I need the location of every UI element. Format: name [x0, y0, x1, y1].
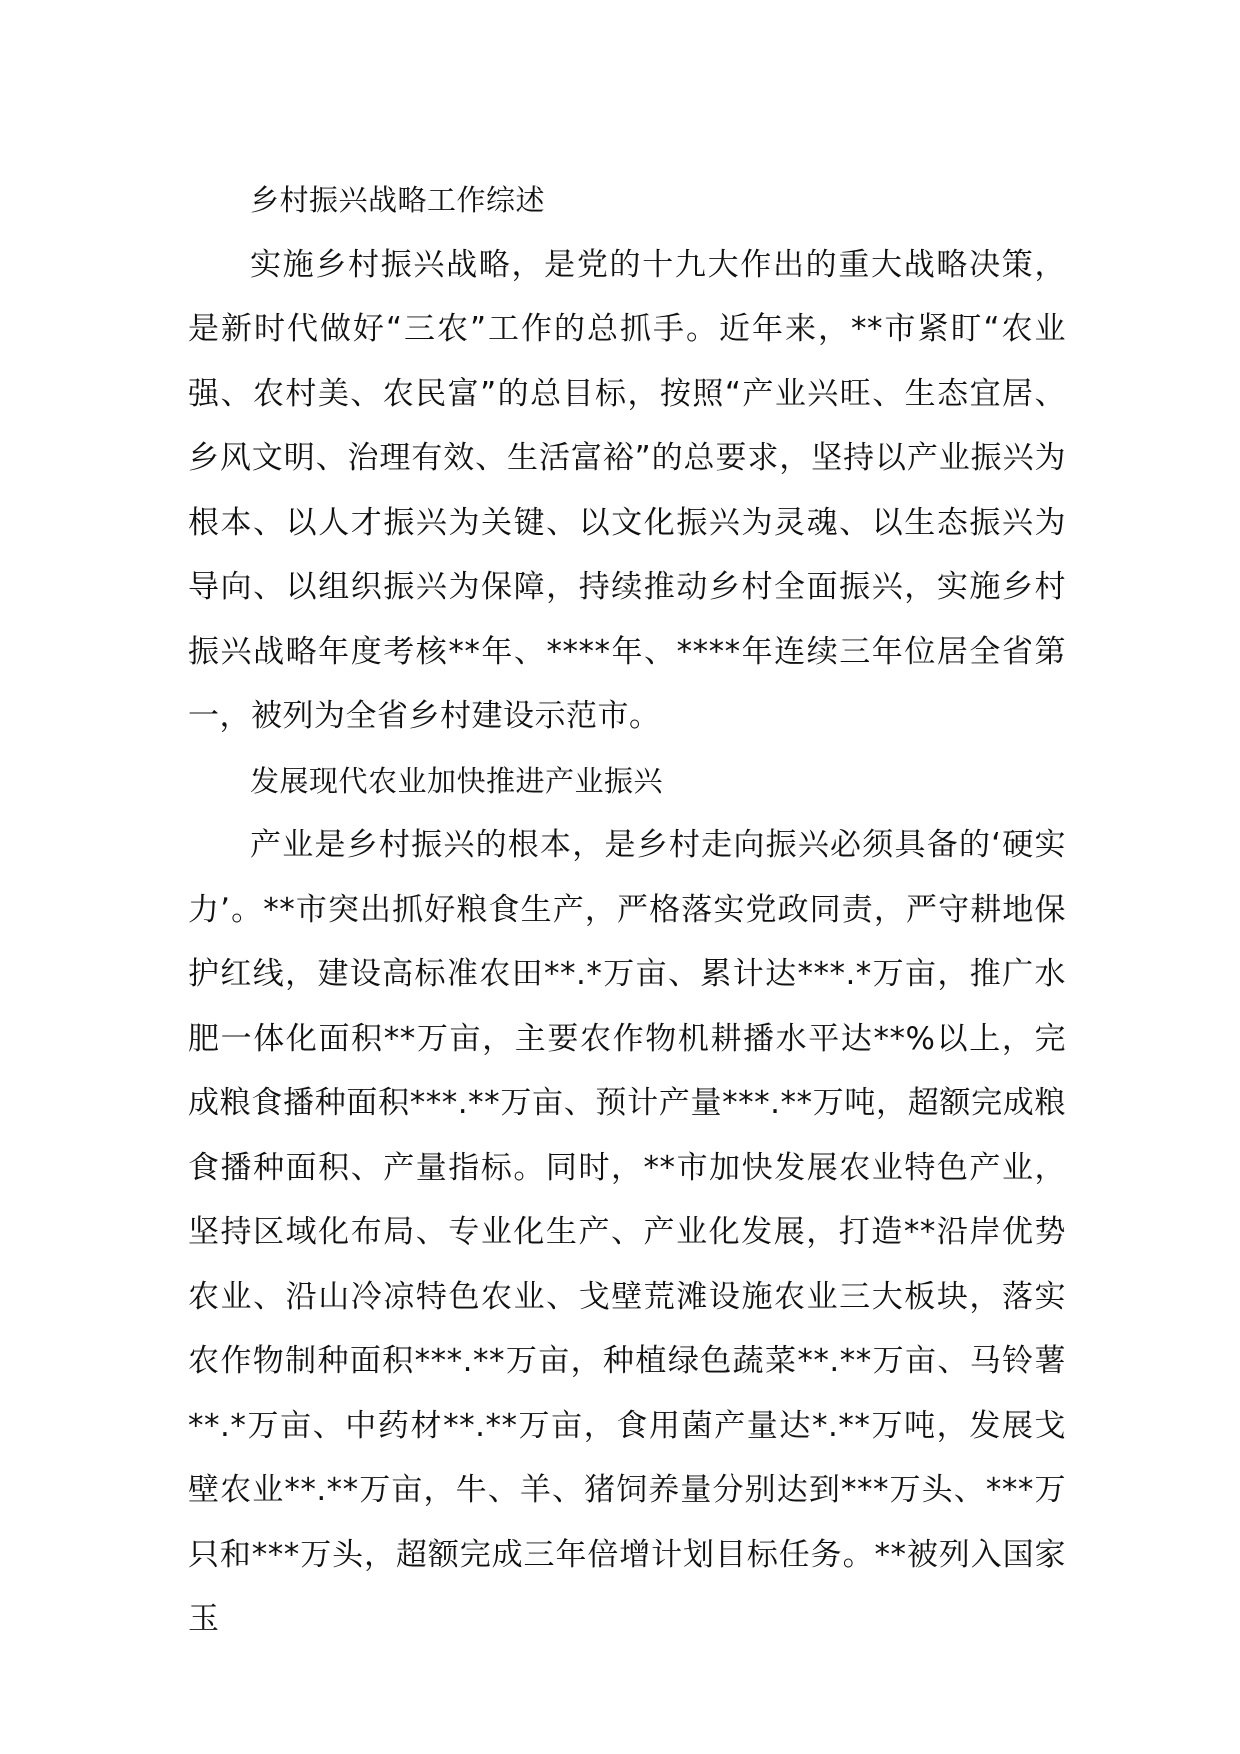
document-title: 乡村振兴战略工作综述 — [250, 183, 546, 217]
section-heading-industry: 发展现代农业加快推进产业振兴 — [250, 763, 664, 798]
document-page — [188, 168, 1066, 1652]
intro-paragraph: 实施乡村振兴战略，是党的十九大作出的重大战略决策，是新时代做好“三农”工作的总抓手。近年来，**市紧盯“农业强、农村美、农民富”的总目标，按照“产业兴旺、生态宜居、乡风文明、治理有效、生活富裕”的总要求，坚持以产业振兴为根本、以人才振兴为关键、以文化振兴为灵魂、以生态振兴为导向、以组织振兴为保障，持续推动乡村全面振兴，实施乡村振兴战略年度考核**年、****年、****年连续三年位居全省第一，被列为全省乡村建设示范市。 — [188, 246, 1066, 734]
industry-paragraph: 产业是乡村振兴的根本，是乡村走向振兴必须具备的‘硬实力’。**市突出抓好粮食生产，严格落实党政同责，严守耕地保护红线，建设高标准农田**.*万亩、累计达***.*万亩，推广水肥一体化面积**万亩，主要农作物机耕播水平达**%以上，完成粮食播种面积***.**万亩、预计产量***.**万吨，超额完成粮食播种面积、产量指标。同时，**市加快发展农业特色产业，坚持区域化布局、专业化生产、产业化发展，打造**沿岸优势农业、沿山冷凉特色农业、戈壁荒滩设施农业三大板块，落实农作物制种面积***.**万亩，种植绿色蔬菜**.**万亩、马铃薯**.*万亩、中药材**.**万亩，食用菌产量达*.**万吨，发展戈壁农业**.**万亩，牛、羊、猪饲养量分别达到***万头、***万只和***万头，超额完成三年倍增计划目标任务。**被列入国家玉 — [188, 827, 1066, 1637]
